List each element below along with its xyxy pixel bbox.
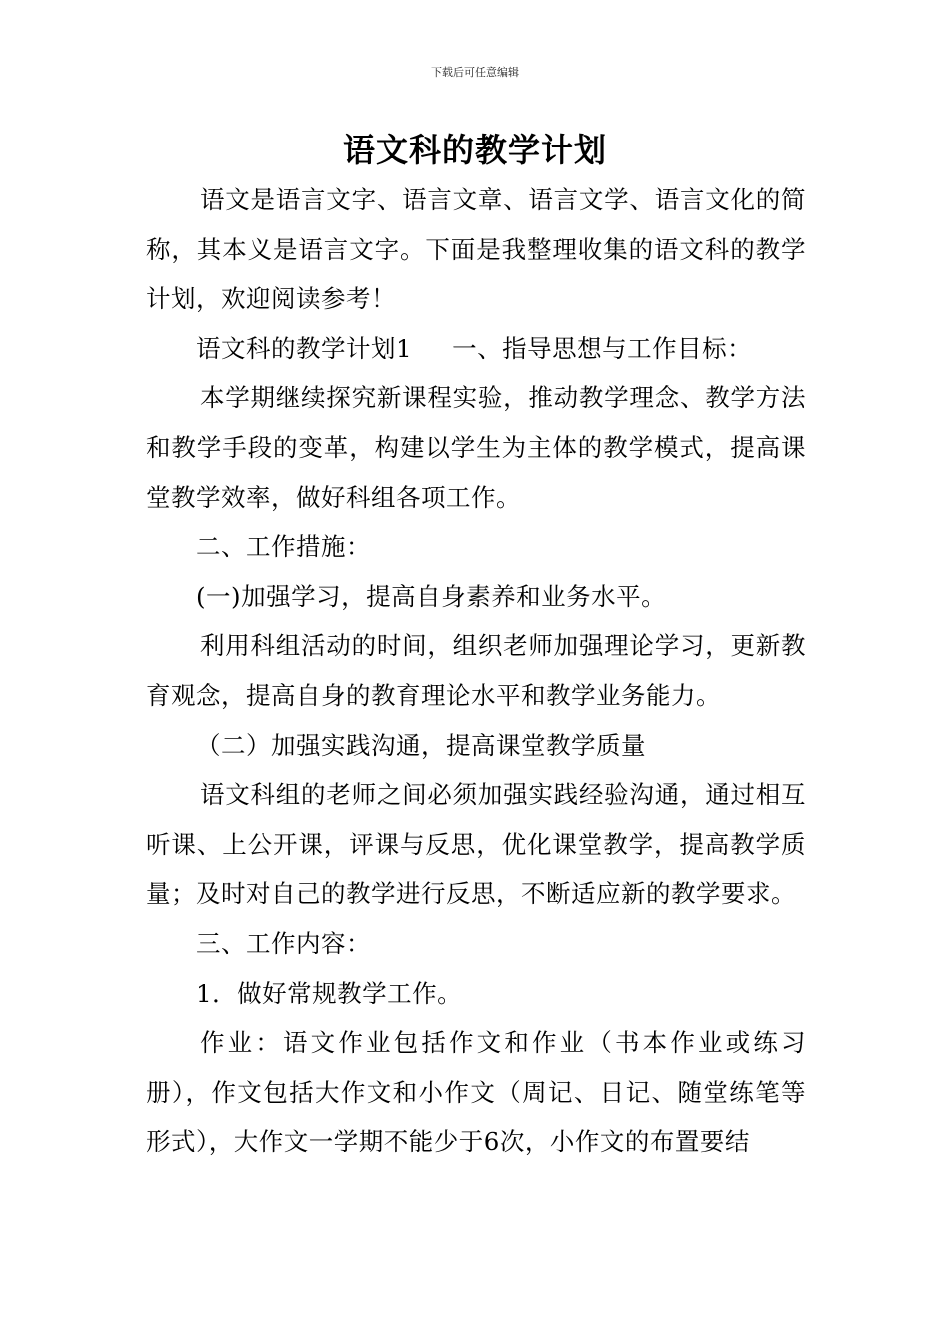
section2-heading: 二、工作措施： (196, 532, 371, 562)
plan-heading-line (146, 324, 806, 374)
section3-heading: 三、工作内容： (196, 928, 371, 958)
intro-paragraph: 语文是语言文字、语言文章、语言文学、语言文化的简称，其本义是语言文字。下面是我整理收集的语文科的教学计划，欢迎阅读参考！ (146, 185, 806, 314)
document-title: 语文科的教学计划 (342, 131, 607, 169)
section1-heading: 一、指导思想与工作目标： (452, 333, 753, 363)
sub1-body: 利用科组活动的时间，组织老师加强理论学习，更新教育观念，提高自身的教育理论水平和教学业务能力。 (146, 631, 806, 710)
header-note: 下载后可任意编辑 (431, 66, 519, 79)
sub1-heading: (一)加强学习，提高自身素养和业务水平。 (196, 581, 667, 611)
plan-label: 语文科的教学计划1 (196, 333, 413, 363)
sub2-body: 语文科组的老师之间必须加强实践经验沟通，通过相互听课、上公开课，评课与反思，优化课堂教学，提高教学质量；及时对自己的教学进行反思，不断适应新的教学要求。 (146, 780, 806, 909)
document-body (146, 175, 806, 1167)
sub2-heading: （二）加强实践沟通，提高课堂教学质量 (196, 730, 646, 760)
item1-body: 作业：语文作业包括作文和作业（书本作业或练习册），作文包括大作文和小作文（周记、日记、随堂练笔等形式），大作文一学期不能少于6次，小作文的布置要结 (146, 1028, 806, 1157)
item1-heading: 1．做好常规教学工作。 (196, 978, 463, 1008)
section1-body: 本学期继续探究新课程实验，推动教学理念、教学方法和教学手段的变革，构建以学生为主体的教学模式，提高课堂教学效率，做好科组各项工作。 (146, 383, 806, 512)
